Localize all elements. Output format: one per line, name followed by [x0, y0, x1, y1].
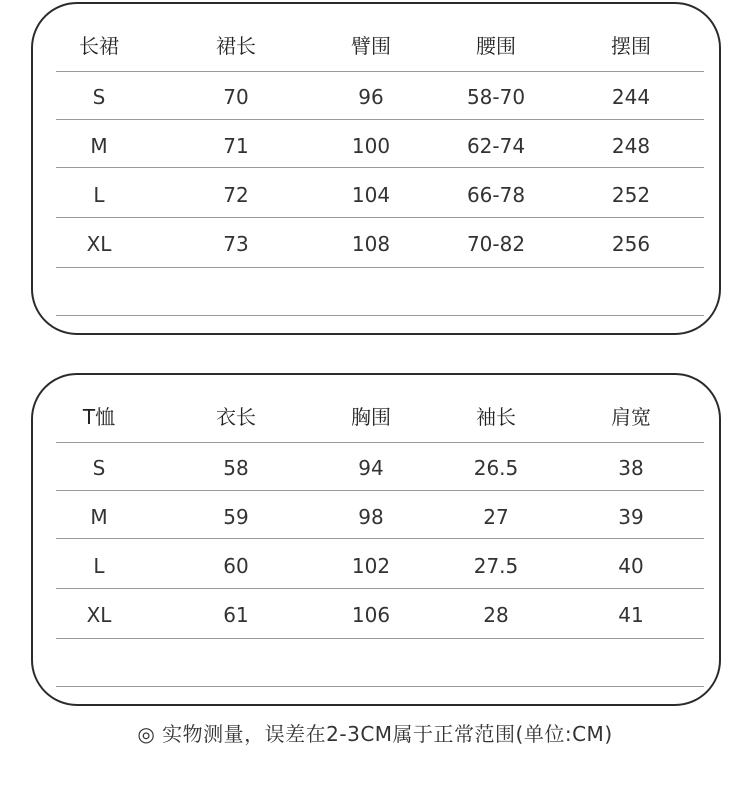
table-cell: 59 — [223, 505, 249, 529]
table-row — [56, 493, 704, 541]
table-header-row — [56, 22, 704, 70]
table-cell: 73 — [223, 232, 249, 256]
row-divider — [56, 267, 704, 268]
table-cell: 100 — [351, 134, 391, 158]
table-row — [56, 444, 704, 492]
table-row — [56, 122, 704, 170]
table-row — [56, 171, 704, 219]
row-divider — [56, 638, 704, 639]
row-divider — [56, 538, 704, 539]
table-cell: M — [90, 134, 108, 158]
row-divider — [56, 71, 704, 72]
table-row — [56, 220, 704, 268]
table-cell: 102 — [351, 554, 391, 578]
row-divider — [56, 167, 704, 168]
table-cell: S — [92, 456, 106, 480]
header-cell: 腰围 — [476, 34, 516, 58]
table-cell: 27 — [483, 505, 509, 529]
header-cell: 臂围 — [351, 34, 391, 58]
table-cell: 106 — [351, 603, 391, 627]
table-cell: 40 — [618, 554, 644, 578]
table-cell: 96 — [358, 85, 384, 109]
table-cell: 62-74 — [466, 134, 526, 158]
table-cell: 70 — [223, 85, 249, 109]
header-cell: 袖长 — [476, 405, 516, 429]
row-divider — [56, 217, 704, 218]
header-cell: 摆围 — [611, 34, 651, 58]
table-cell: 28 — [483, 603, 509, 627]
header-cell: 裙长 — [216, 34, 256, 58]
table-cell: XL — [86, 603, 112, 627]
table-header-row — [56, 393, 704, 441]
measurement-note: ◎ 实物测量，误差在2-3CM属于正常范围(单位:CM) — [137, 722, 613, 746]
table-cell: 72 — [223, 183, 249, 207]
row-divider — [56, 588, 704, 589]
header-cell: 长裙 — [79, 34, 119, 58]
table-cell: M — [90, 505, 108, 529]
row-divider — [56, 315, 704, 316]
table-cell: 71 — [223, 134, 249, 158]
table-cell: 41 — [618, 603, 644, 627]
header-cell: 胸围 — [351, 405, 391, 429]
table-cell: 70-82 — [466, 232, 526, 256]
row-divider — [56, 490, 704, 491]
header-cell: T恤 — [82, 405, 116, 429]
table-cell: 66-78 — [466, 183, 526, 207]
table-cell: L — [93, 554, 105, 578]
table-cell: 60 — [223, 554, 249, 578]
table-cell: XL — [86, 232, 112, 256]
table-cell: 39 — [618, 505, 644, 529]
tshirt-size-table — [31, 373, 721, 706]
row-divider — [56, 119, 704, 120]
table-cell: 248 — [611, 134, 651, 158]
row-divider — [56, 686, 704, 687]
table-cell: 98 — [358, 505, 384, 529]
header-cell: 肩宽 — [611, 405, 651, 429]
table-cell: 26.5 — [473, 456, 519, 480]
table-cell: 244 — [611, 85, 651, 109]
table-cell: S — [92, 85, 106, 109]
table-cell: 61 — [223, 603, 249, 627]
table-cell: L — [93, 183, 105, 207]
table-cell: 104 — [351, 183, 391, 207]
dress-size-table — [31, 2, 721, 335]
table-cell: 252 — [611, 183, 651, 207]
table-cell: 58-70 — [466, 85, 526, 109]
table-row — [56, 591, 704, 639]
table-cell: 94 — [358, 456, 384, 480]
row-divider — [56, 442, 704, 443]
table-row — [56, 73, 704, 121]
table-cell: 27.5 — [473, 554, 519, 578]
table-row — [56, 542, 704, 590]
table-cell: 256 — [611, 232, 651, 256]
table-cell: 108 — [351, 232, 391, 256]
table-cell: 58 — [223, 456, 249, 480]
header-cell: 衣长 — [216, 405, 256, 429]
table-cell: 38 — [618, 456, 644, 480]
